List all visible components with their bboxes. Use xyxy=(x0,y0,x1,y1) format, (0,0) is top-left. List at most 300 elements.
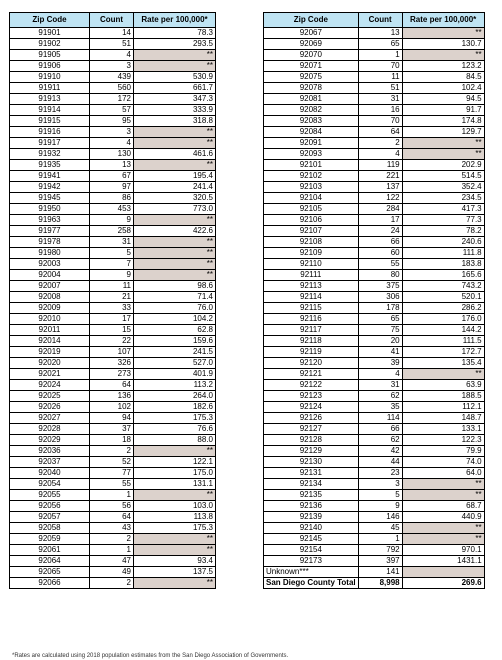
count-cell: 5 xyxy=(358,490,402,501)
zip-code-cell: 92134 xyxy=(264,479,359,490)
table-row xyxy=(10,292,216,303)
zip-code-cell: 92024 xyxy=(10,380,90,391)
count-cell: 94 xyxy=(90,413,134,424)
rate-cell: 174.8 xyxy=(402,116,484,127)
table-row xyxy=(264,479,485,490)
table-row xyxy=(264,457,485,468)
count-cell: 326 xyxy=(90,358,134,369)
rate-cell: 234.5 xyxy=(402,193,484,204)
count-cell: 130 xyxy=(90,149,134,160)
table-row xyxy=(10,424,216,435)
rate-cell: 102.4 xyxy=(402,83,484,94)
table-row xyxy=(264,237,485,248)
total-rate: 269.6 xyxy=(402,578,484,589)
rate-cell: 76.0 xyxy=(134,303,216,314)
count-cell: 1 xyxy=(358,50,402,61)
zip-code-cell: 91917 xyxy=(10,138,90,149)
rate-cell: ** xyxy=(134,259,216,270)
table-row xyxy=(264,545,485,556)
rate-cell: 520.1 xyxy=(402,292,484,303)
count-cell: 9 xyxy=(358,501,402,512)
zip-code-cell: 92014 xyxy=(10,336,90,347)
table-row xyxy=(10,182,216,193)
rate-cell: 129.7 xyxy=(402,127,484,138)
count-cell: 55 xyxy=(358,259,402,270)
table-row xyxy=(10,94,216,105)
table-row xyxy=(264,94,485,105)
count-cell: 1 xyxy=(358,534,402,545)
table-row xyxy=(264,138,485,149)
zip-code-cell: 92139 xyxy=(264,512,359,523)
rate-cell: 93.4 xyxy=(134,556,216,567)
table-row xyxy=(264,468,485,479)
count-cell: 178 xyxy=(358,303,402,314)
table-row xyxy=(10,336,216,347)
count-cell: 51 xyxy=(90,39,134,50)
table-row xyxy=(264,446,485,457)
table-row xyxy=(264,39,485,50)
header-count: Count xyxy=(90,13,134,28)
rate-cell: 172.7 xyxy=(402,347,484,358)
table-row xyxy=(264,50,485,61)
zip-code-cell: 91978 xyxy=(10,237,90,248)
rate-cell: 135.4 xyxy=(402,358,484,369)
table-row xyxy=(10,457,216,468)
table-row xyxy=(10,402,216,413)
table-row xyxy=(264,325,485,336)
rate-cell: 333.9 xyxy=(134,105,216,116)
table-row xyxy=(264,72,485,83)
count-cell: 11 xyxy=(358,72,402,83)
table-row xyxy=(10,523,216,534)
table-row xyxy=(264,413,485,424)
count-cell: 55 xyxy=(90,479,134,490)
zip-table-right xyxy=(263,12,485,589)
rate-cell: ** xyxy=(134,534,216,545)
rate-cell: 422.6 xyxy=(134,226,216,237)
rate-cell: ** xyxy=(134,138,216,149)
zip-code-cell: 92129 xyxy=(264,446,359,457)
header-count: Count xyxy=(358,13,402,28)
rate-cell: 293.5 xyxy=(134,39,216,50)
zip-code-cell: 92113 xyxy=(264,281,359,292)
count-cell: 43 xyxy=(90,523,134,534)
zip-code-cell: 92101 xyxy=(264,160,359,171)
zip-code-cell: 91901 xyxy=(10,28,90,39)
zip-code-cell: 92057 xyxy=(10,512,90,523)
zip-code-cell: 92104 xyxy=(264,193,359,204)
footnote: *Rates are calculated using 2018 population estimates from the San Diego Association of Governments. xyxy=(12,653,289,659)
count-cell: 33 xyxy=(90,303,134,314)
count-cell: 15 xyxy=(90,325,134,336)
zip-code-cell: 91935 xyxy=(10,160,90,171)
zip-code-cell: 92069 xyxy=(264,39,359,50)
count-cell: 9 xyxy=(90,270,134,281)
table-row xyxy=(10,138,216,149)
zip-code-cell: 92027 xyxy=(10,413,90,424)
zip-code-cell: 92007 xyxy=(10,281,90,292)
count-cell: 18 xyxy=(90,435,134,446)
zip-code-cell: 92140 xyxy=(264,523,359,534)
table-row xyxy=(10,303,216,314)
count-cell: 102 xyxy=(90,402,134,413)
zip-code-cell: 92154 xyxy=(264,545,359,556)
count-cell: 439 xyxy=(90,72,134,83)
table-row xyxy=(10,490,216,501)
count-cell: 4 xyxy=(90,138,134,149)
rate-cell: 165.6 xyxy=(402,270,484,281)
count-cell: 114 xyxy=(358,413,402,424)
rate-cell: 131.1 xyxy=(134,479,216,490)
count-cell: 2 xyxy=(90,578,134,589)
rate-cell: 79.9 xyxy=(402,446,484,457)
table-row xyxy=(264,149,485,160)
zip-code-cell: 92071 xyxy=(264,61,359,72)
count-cell: 52 xyxy=(90,457,134,468)
rate-cell: 320.5 xyxy=(134,193,216,204)
rate-cell: ** xyxy=(134,160,216,171)
table-row xyxy=(10,391,216,402)
zip-code-cell: 92122 xyxy=(264,380,359,391)
rate-cell: 94.5 xyxy=(402,94,484,105)
zip-code-cell: 92021 xyxy=(10,369,90,380)
rate-cell: ** xyxy=(134,215,216,226)
rate-cell: ** xyxy=(134,61,216,72)
count-cell: 41 xyxy=(358,347,402,358)
zip-code-cell: 92003 xyxy=(10,259,90,270)
count-cell: 22 xyxy=(90,336,134,347)
rate-cell: 175.0 xyxy=(134,468,216,479)
rate-cell: 183.8 xyxy=(402,259,484,270)
rate-cell: 241.4 xyxy=(134,182,216,193)
zip-code-cell: 92009 xyxy=(10,303,90,314)
county-total-row xyxy=(264,578,485,589)
table-row xyxy=(264,380,485,391)
zip-code-cell: 92111 xyxy=(264,270,359,281)
zip-code-cell: 92117 xyxy=(264,325,359,336)
count-cell: 16 xyxy=(358,105,402,116)
rate-cell: 62.8 xyxy=(134,325,216,336)
rate-cell: 318.8 xyxy=(134,116,216,127)
rate-cell: 241.5 xyxy=(134,347,216,358)
count-cell: 44 xyxy=(358,457,402,468)
zip-code-cell: 92025 xyxy=(10,391,90,402)
count-cell: 45 xyxy=(358,523,402,534)
total-count: 8,998 xyxy=(358,578,402,589)
count-cell: 3 xyxy=(90,127,134,138)
count-cell: 86 xyxy=(90,193,134,204)
zip-code-cell: 92059 xyxy=(10,534,90,545)
table-row xyxy=(10,193,216,204)
rate-cell: ** xyxy=(134,578,216,589)
count-cell: 136 xyxy=(90,391,134,402)
table-row xyxy=(10,270,216,281)
count-cell: 66 xyxy=(358,237,402,248)
count-cell: 2 xyxy=(90,446,134,457)
table-row xyxy=(264,248,485,259)
table-row xyxy=(264,534,485,545)
zip-code-cell: 92058 xyxy=(10,523,90,534)
rate-cell: 202.9 xyxy=(402,160,484,171)
rate-cell: ** xyxy=(134,446,216,457)
rate-cell: 104.2 xyxy=(134,314,216,325)
table-row xyxy=(10,446,216,457)
table-row xyxy=(10,259,216,270)
rate-cell: ** xyxy=(134,490,216,501)
count-cell: 35 xyxy=(358,402,402,413)
zip-code-cell: 92091 xyxy=(264,138,359,149)
count-cell: 60 xyxy=(358,248,402,259)
rate-cell: ** xyxy=(134,50,216,61)
count-cell: 17 xyxy=(358,215,402,226)
table-row xyxy=(264,61,485,72)
zip-code-cell: 91913 xyxy=(10,94,90,105)
rate-cell: 111.8 xyxy=(402,248,484,259)
table-row xyxy=(10,545,216,556)
rate-cell: 74.0 xyxy=(402,457,484,468)
rate-cell: 137.5 xyxy=(134,567,216,578)
zip-code-cell: 92026 xyxy=(10,402,90,413)
zip-code-cell: 92102 xyxy=(264,171,359,182)
count-cell: 273 xyxy=(90,369,134,380)
table-row xyxy=(10,83,216,94)
rate-cell: 130.7 xyxy=(402,39,484,50)
table-row xyxy=(10,127,216,138)
rate-cell: 195.4 xyxy=(134,171,216,182)
rate-cell: 347.3 xyxy=(134,94,216,105)
table-row xyxy=(264,171,485,182)
zip-code-cell: 92093 xyxy=(264,149,359,160)
rate-cell: ** xyxy=(134,248,216,259)
zip-code-cell: 92136 xyxy=(264,501,359,512)
zip-code-cell: 92082 xyxy=(264,105,359,116)
zip-code-cell: 92173 xyxy=(264,556,359,567)
count-cell: 122 xyxy=(358,193,402,204)
zip-code-cell: 92028 xyxy=(10,424,90,435)
zip-code-cell: 92108 xyxy=(264,237,359,248)
rate-cell: ** xyxy=(134,545,216,556)
table-row xyxy=(10,512,216,523)
count-cell: 284 xyxy=(358,204,402,215)
table-row xyxy=(264,347,485,358)
rate-cell: 84.5 xyxy=(402,72,484,83)
table-row xyxy=(10,413,216,424)
table-row xyxy=(10,171,216,182)
count-cell: 17 xyxy=(90,314,134,325)
rate-cell: 68.7 xyxy=(402,501,484,512)
count-cell: 3 xyxy=(90,61,134,72)
count-cell: 80 xyxy=(358,270,402,281)
table-row xyxy=(264,490,485,501)
rate-cell: ** xyxy=(402,28,484,39)
zip-code-cell: 92110 xyxy=(264,259,359,270)
count-cell: 137 xyxy=(358,182,402,193)
count-cell: 3 xyxy=(358,479,402,490)
count-cell: 64 xyxy=(90,512,134,523)
rate-cell: 88.0 xyxy=(134,435,216,446)
rate-cell: 122.1 xyxy=(134,457,216,468)
count-cell: 64 xyxy=(358,127,402,138)
header-rate: Rate per 100,000* xyxy=(402,13,484,28)
table-row xyxy=(264,28,485,39)
rate-cell: ** xyxy=(402,490,484,501)
unknown-count: 141 xyxy=(358,567,402,578)
header-zip-code: Zip Code xyxy=(10,13,90,28)
zip-code-cell: 92081 xyxy=(264,94,359,105)
rate-cell: ** xyxy=(402,369,484,380)
table-row xyxy=(10,116,216,127)
zip-code-cell: 91941 xyxy=(10,171,90,182)
zip-code-cell: 92020 xyxy=(10,358,90,369)
table-row xyxy=(264,226,485,237)
table-row xyxy=(264,512,485,523)
count-cell: 57 xyxy=(90,105,134,116)
zip-code-cell: 92040 xyxy=(10,468,90,479)
table-row xyxy=(10,479,216,490)
rate-cell: 286.2 xyxy=(402,303,484,314)
zip-code-cell: 92105 xyxy=(264,204,359,215)
zip-code-cell: 92084 xyxy=(264,127,359,138)
zip-code-cell: 92127 xyxy=(264,424,359,435)
zip-code-cell: 92008 xyxy=(10,292,90,303)
zip-code-cell: 91932 xyxy=(10,149,90,160)
zip-code-cell: 92061 xyxy=(10,545,90,556)
count-cell: 42 xyxy=(358,446,402,457)
count-cell: 1 xyxy=(90,490,134,501)
count-cell: 146 xyxy=(358,512,402,523)
count-cell: 4 xyxy=(358,369,402,380)
table-row xyxy=(10,248,216,259)
table-row xyxy=(264,501,485,512)
count-cell: 792 xyxy=(358,545,402,556)
count-cell: 23 xyxy=(358,468,402,479)
count-cell: 4 xyxy=(358,149,402,160)
count-cell: 39 xyxy=(358,358,402,369)
rate-cell: 514.5 xyxy=(402,171,484,182)
zip-code-cell: 92083 xyxy=(264,116,359,127)
zip-code-cell: 92004 xyxy=(10,270,90,281)
unknown-rate xyxy=(402,567,484,578)
table-row xyxy=(264,193,485,204)
count-cell: 24 xyxy=(358,226,402,237)
table-row xyxy=(264,402,485,413)
count-cell: 453 xyxy=(90,204,134,215)
count-cell: 107 xyxy=(90,347,134,358)
table-row xyxy=(264,182,485,193)
table-row xyxy=(10,72,216,83)
zip-code-cell: 91942 xyxy=(10,182,90,193)
count-cell: 37 xyxy=(90,424,134,435)
table-row xyxy=(264,314,485,325)
count-cell: 49 xyxy=(90,567,134,578)
table-row xyxy=(10,369,216,380)
count-cell: 70 xyxy=(358,61,402,72)
zip-code-cell: 92065 xyxy=(10,567,90,578)
rate-cell: 71.4 xyxy=(134,292,216,303)
zip-code-cell: 91950 xyxy=(10,204,90,215)
table-row xyxy=(10,160,216,171)
rate-cell: 182.6 xyxy=(134,402,216,413)
rate-cell: 240.6 xyxy=(402,237,484,248)
zip-code-cell: 92103 xyxy=(264,182,359,193)
rate-cell: 144.2 xyxy=(402,325,484,336)
zip-code-cell: 92064 xyxy=(10,556,90,567)
rate-cell: 461.6 xyxy=(134,149,216,160)
table-row xyxy=(264,435,485,446)
zip-code-cell: 92078 xyxy=(264,83,359,94)
count-cell: 62 xyxy=(358,435,402,446)
zip-code-cell: 91902 xyxy=(10,39,90,50)
zip-code-cell: 91905 xyxy=(10,50,90,61)
unknown-row xyxy=(264,567,485,578)
zip-code-cell: 92121 xyxy=(264,369,359,380)
zip-code-cell: 92128 xyxy=(264,435,359,446)
rate-cell: ** xyxy=(402,523,484,534)
table-row xyxy=(10,105,216,116)
total-label: San Diego County Total xyxy=(264,578,359,589)
table-row xyxy=(10,28,216,39)
count-cell: 95 xyxy=(90,116,134,127)
count-cell: 13 xyxy=(358,28,402,39)
zip-code-cell: 91980 xyxy=(10,248,90,259)
count-cell: 31 xyxy=(90,237,134,248)
count-cell: 31 xyxy=(358,380,402,391)
table-row xyxy=(10,501,216,512)
zip-code-cell: 92120 xyxy=(264,358,359,369)
rate-cell: 113.2 xyxy=(134,380,216,391)
table-row xyxy=(10,567,216,578)
rate-cell: 743.2 xyxy=(402,281,484,292)
table-row xyxy=(10,237,216,248)
count-cell: 77 xyxy=(90,468,134,479)
zip-table-left xyxy=(9,12,216,589)
count-cell: 2 xyxy=(358,138,402,149)
count-cell: 306 xyxy=(358,292,402,303)
count-cell: 7 xyxy=(90,259,134,270)
count-cell: 560 xyxy=(90,83,134,94)
table-header-row xyxy=(10,13,216,28)
zip-code-cell: 92126 xyxy=(264,413,359,424)
zip-code-cell: 92037 xyxy=(10,457,90,468)
zip-code-cell: 92055 xyxy=(10,490,90,501)
rate-cell: 64.0 xyxy=(402,468,484,479)
rate-cell: 352.4 xyxy=(402,182,484,193)
zip-code-cell: 91977 xyxy=(10,226,90,237)
rate-cell: 77.3 xyxy=(402,215,484,226)
rate-cell: 1431.1 xyxy=(402,556,484,567)
count-cell: 51 xyxy=(358,83,402,94)
table-row xyxy=(264,259,485,270)
zip-code-cell: 92011 xyxy=(10,325,90,336)
zip-code-cell: 92029 xyxy=(10,435,90,446)
count-cell: 65 xyxy=(358,39,402,50)
table-row xyxy=(10,380,216,391)
table-row xyxy=(264,523,485,534)
rate-cell: 176.0 xyxy=(402,314,484,325)
zip-code-cell: 91906 xyxy=(10,61,90,72)
rate-cell: ** xyxy=(402,149,484,160)
zip-code-cell: 92070 xyxy=(264,50,359,61)
rate-cell: 175.3 xyxy=(134,523,216,534)
table-header-row xyxy=(264,13,485,28)
count-cell: 21 xyxy=(90,292,134,303)
rate-cell: 91.7 xyxy=(402,105,484,116)
rate-cell: 76.6 xyxy=(134,424,216,435)
zip-code-cell: 92131 xyxy=(264,468,359,479)
zip-code-cell: 92118 xyxy=(264,336,359,347)
table-row xyxy=(264,303,485,314)
count-cell: 258 xyxy=(90,226,134,237)
